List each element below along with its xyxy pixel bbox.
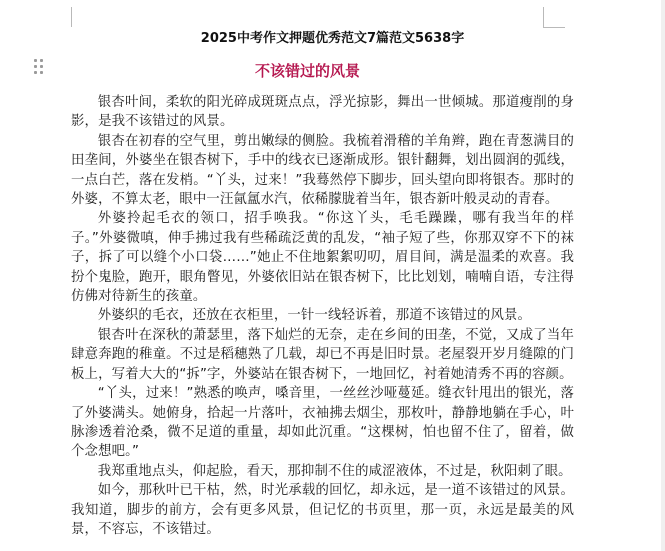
essay-paragraph: 银杏在初春的空气里，剪出嫩绿的侧脸。我梳着滑稽的羊角辫，跑在青葱满目的田垄间，外婆坐在银杏树下，手中的线衣已逐渐成形。银针翻舞，划出圆润的弧线，一点白芒，落在发梢。“丫头，过来！”我蓦然停下脚步，回头望向即将银杏。那时的外婆，不算太老，眼中一汪氤氲水汽，依稀朦胧着当年，银杏新叶般灵动的青春。 [71,133,574,208]
essay-body [71,93,574,539]
essay-paragraph: 我郑重地点头，仰起脸，看天，那抑制不住的咸涩液体，不过是，秋阳刺了眼。 [97,463,572,479]
essay-paragraph: “丫头，过来！”熟悉的唤声，嗓音里，一丝丝沙哑蔓延。缝衣针甩出的银光，落了外婆满头。她俯身，拾起一片落叶，衣袖拂去烟尘，那枚叶，静静地躺在手心，叶脉渗透着沧桑，微不足道的重量，却如此沉重。“这棵树，怕也留不住了，留着，做个念想吧。” [71,386,574,460]
crop-mark-right-vertical [543,7,544,27]
essay-paragraph: 银杏叶在深秋的萧瑟里，落下灿烂的无奈，走在乡间的田垄，不觉，又成了当年肆意奔跑的稚童。不过是稻穗熟了几载，却已不再是旧时景。老屋裂开岁月缝隙的门板上，写着大大的“拆”字，外婆站在银杏树下，一地回忆，衬着她清秀不再的容颜。 [71,327,574,382]
essay-paragraph: 银杏叶间，柔软的阳光碎成斑斑点点，浮光掠影，舞出一世倾城。那道瘦削的身影，是我不该错过的风景。 [71,95,574,130]
drag-handle-icon[interactable] [34,59,44,75]
document-title: 2025中考作文押题优秀范文7篇范文5638字 [200,31,465,46]
essay-paragraph: 外婆织的毛衣，还放在衣柜里，一针一线轻诉着，那道不该错过的风景。 [97,308,532,324]
scrollbar[interactable] [661,0,665,551]
essay-paragraph: 如今，那秋叶已干枯，然，时光承载的回忆，却永远，是一道不该错过的风景。我知道，脚步的前方，会有更多风景，但记忆的书页里，那一页，永远是最美的风景，不容忘，不该错过。 [71,483,574,537]
crop-mark-left [71,7,72,27]
essay-paragraph: 外婆拎起毛衣的领口，招手唤我。“你这丫头，毛毛躁躁，哪有我当年的样子。”外婆微嗔，伸手拂过我有些稀疏泛黄的乱发，“袖子短了些，你那双穿不下的袜子，拆了可以缝个小口袋……”她止不住地絮絮叨叨，眉目间，满是温柔的欢喜。我扮个鬼脸，跑开，眼角瞥见，外婆依旧站在银杏树下，比比划划，喃喃自语，专注得仿佛对待新生的孩童。 [71,211,574,305]
essay-title: 不该错过的风景 [254,62,360,80]
